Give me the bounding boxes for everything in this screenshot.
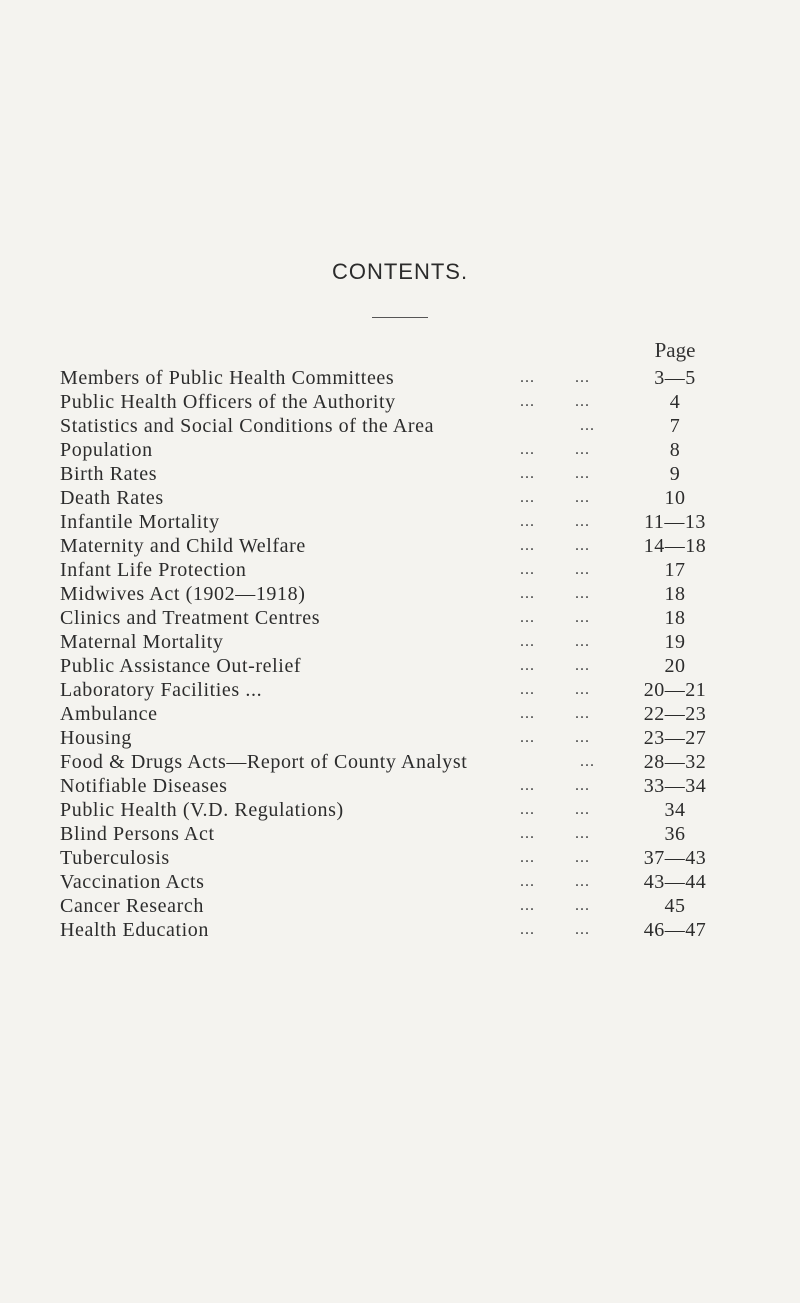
toc-entry xyxy=(60,438,720,462)
toc-entry-page: 43—44 xyxy=(643,871,707,893)
toc-entry-leader: ... ... xyxy=(520,705,590,722)
toc-entry-title: Public Health (V.D. Regulations) xyxy=(60,799,344,821)
toc-entry xyxy=(60,414,720,438)
toc-entry xyxy=(60,582,720,606)
toc-entry-page: 7 xyxy=(669,415,681,437)
toc-entry-page: 45 xyxy=(664,895,686,917)
toc-entry-page: 17 xyxy=(664,559,686,581)
toc-entry-leader: ... ... xyxy=(520,921,590,938)
toc-entry-leader: ... ... xyxy=(520,489,590,506)
toc-entry-page: 36 xyxy=(664,823,686,845)
toc-entry-page: 22—23 xyxy=(643,703,707,725)
toc-entry-leader: ... ... xyxy=(520,633,590,650)
toc-entry-leader: ... ... xyxy=(520,393,590,410)
toc-entry-leader: ... ... xyxy=(520,441,590,458)
table-of-contents xyxy=(60,366,720,942)
page-title: CONTENTS. xyxy=(331,259,469,284)
toc-entry-title: Ambulance xyxy=(60,703,158,725)
toc-entry xyxy=(60,534,720,558)
toc-entry-page: 37—43 xyxy=(643,847,707,869)
toc-entry-title: Members of Public Health Committees xyxy=(60,367,395,389)
toc-entry-page: 8 xyxy=(669,439,681,461)
toc-entry-title: Notifiable Diseases xyxy=(60,775,228,797)
toc-entry-page: 14—18 xyxy=(643,535,707,557)
toc-entry-leader: ... ... xyxy=(520,873,590,890)
toc-entry xyxy=(60,894,720,918)
title-rule xyxy=(372,317,428,318)
toc-entry-title: Maternity and Child Welfare xyxy=(60,535,306,557)
toc-entry-leader: ... ... xyxy=(520,561,590,578)
toc-entry-page: 34 xyxy=(664,799,686,821)
toc-entry xyxy=(60,870,720,894)
toc-entry-page: 10 xyxy=(664,487,686,509)
toc-entry-title: Vaccination Acts xyxy=(60,871,205,893)
toc-entry-leader: ... ... xyxy=(520,849,590,866)
toc-entry xyxy=(60,630,720,654)
toc-entry-page: 19 xyxy=(664,631,686,653)
toc-entry-title: Midwives Act (1902—1918) xyxy=(60,583,306,605)
toc-entry-page: 23—27 xyxy=(643,727,707,749)
toc-entry-title: Blind Persons Act xyxy=(60,823,215,845)
toc-entry xyxy=(60,486,720,510)
toc-entry xyxy=(60,726,720,750)
toc-entry-page: 28—32 xyxy=(643,751,707,773)
toc-entry-leader: ... ... xyxy=(520,897,590,914)
toc-entry xyxy=(60,510,720,534)
toc-entry-title: Statistics and Social Conditions of the Area xyxy=(60,415,435,437)
toc-entry-page: 20 xyxy=(664,655,686,677)
toc-entry-leader: ... ... xyxy=(520,537,590,554)
toc-entry xyxy=(60,702,720,726)
toc-entry-page: 20—21 xyxy=(643,679,707,701)
page-column-label: Page xyxy=(654,338,696,362)
toc-entry xyxy=(60,654,720,678)
toc-entry-title: Public Health Officers of the Authority xyxy=(60,391,396,413)
toc-entry-page: 46—47 xyxy=(643,919,707,941)
toc-entry-leader: ... ... xyxy=(520,801,590,818)
toc-entry-leader: ... xyxy=(520,417,595,434)
toc-entry-title: Death Rates xyxy=(60,487,164,509)
toc-entry-page: 33—34 xyxy=(643,775,707,797)
toc-entry-title: Clinics and Treatment Centres xyxy=(60,607,321,629)
toc-entry xyxy=(60,678,720,702)
toc-entry-leader: ... ... xyxy=(520,609,590,626)
toc-entry-page: 11—13 xyxy=(644,511,706,533)
toc-entry-title: Public Assistance Out-relief xyxy=(60,655,302,677)
toc-entry xyxy=(60,750,720,774)
toc-entry-title: Food & Drugs Acts—Report of County Analyst xyxy=(60,751,468,773)
toc-entry xyxy=(60,774,720,798)
toc-entry-title: Housing xyxy=(60,727,132,749)
toc-entry-page: 9 xyxy=(669,463,681,485)
toc-entry-title: Health Education xyxy=(60,919,209,941)
toc-entry-leader: ... xyxy=(520,753,595,770)
toc-entry-leader: ... ... xyxy=(520,585,590,602)
toc-entry xyxy=(60,462,720,486)
toc-entry-title: Laboratory Facilities ... xyxy=(60,679,263,701)
toc-entry-leader: ... ... xyxy=(520,825,590,842)
toc-entry xyxy=(60,390,720,414)
toc-entry-leader: ... ... xyxy=(520,657,590,674)
toc-entry-leader: ... ... xyxy=(520,681,590,698)
toc-entry-leader: ... ... xyxy=(520,777,590,794)
toc-entry xyxy=(60,366,720,390)
toc-entry xyxy=(60,822,720,846)
toc-entry-page: 18 xyxy=(664,583,686,605)
toc-entry xyxy=(60,606,720,630)
toc-entry xyxy=(60,798,720,822)
toc-entry xyxy=(60,558,720,582)
toc-entry-leader: ... ... xyxy=(520,729,590,746)
toc-entry-leader: ... ... xyxy=(520,465,590,482)
toc-entry-title: Infant Life Protection xyxy=(60,559,247,581)
toc-entry xyxy=(60,846,720,870)
toc-entry-page: 4 xyxy=(669,391,681,413)
toc-entry-title: Maternal Mortality xyxy=(60,631,224,653)
toc-entry-page: 18 xyxy=(664,607,686,629)
toc-entry-title: Tuberculosis xyxy=(60,847,170,869)
toc-entry xyxy=(60,918,720,942)
toc-entry-title: Birth Rates xyxy=(60,463,158,485)
toc-entry-title: Infantile Mortality xyxy=(60,511,220,533)
toc-entry-title: Cancer Research xyxy=(60,895,204,917)
toc-entry-leader: ... ... xyxy=(520,369,590,386)
toc-entry-leader: ... ... xyxy=(520,513,590,530)
toc-entry-page: 3—5 xyxy=(654,367,696,389)
toc-entry-title: Population xyxy=(60,439,153,461)
